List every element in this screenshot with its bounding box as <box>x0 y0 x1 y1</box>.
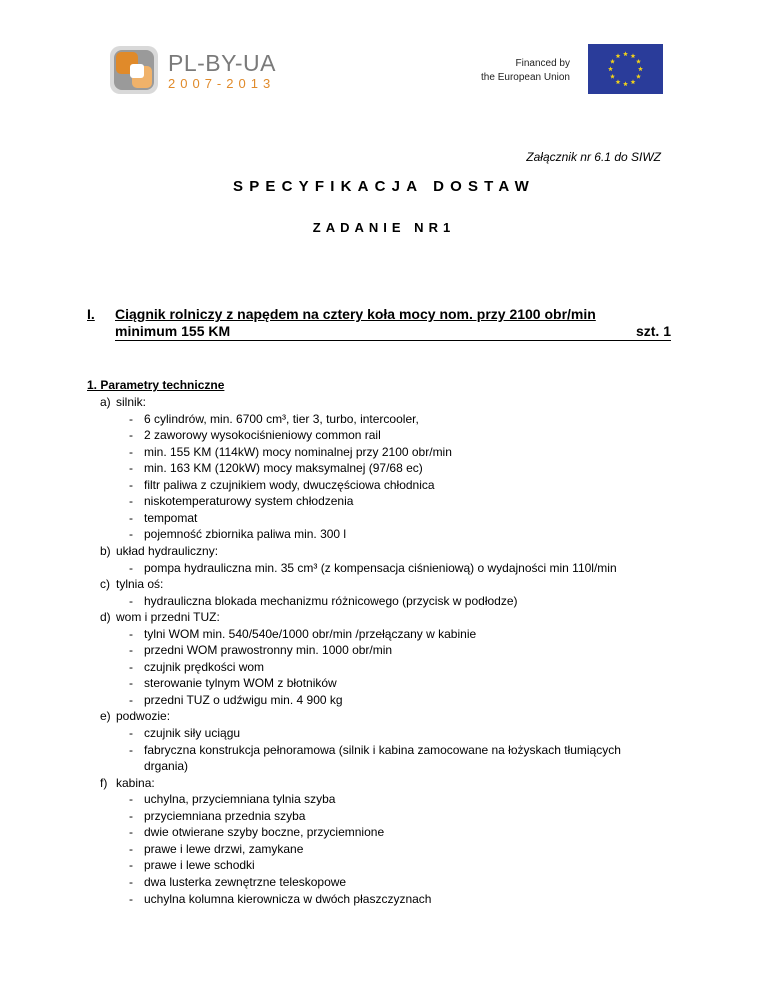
list-bullet-dash: - <box>129 808 133 823</box>
document-title: SPECYFIKACJA DOSTAW <box>233 178 535 195</box>
list-bullet-dash: - <box>129 742 133 757</box>
list-bullet-dash: - <box>129 726 133 740</box>
list-item: prawe i lewe schodki <box>144 858 255 873</box>
list-item: filtr paliwa z czujnikiem wody, dwuczęściowa chłodnica <box>144 477 435 492</box>
document-subtitle: ZADANIE NR1 <box>312 220 456 235</box>
section-title-line-2-row <box>115 323 671 341</box>
list-item: dwie otwierane szyby boczne, przyciemnione <box>144 825 385 840</box>
category-letter: b) <box>100 543 111 558</box>
list-item: przedni TUZ o udźwigu min. 4 900 kg <box>144 692 343 707</box>
list-item: fabryczna konstrukcja pełnoramowa (silnik i kabina zamocowane na łożyskach tłumiących <box>144 742 621 757</box>
annex-reference: Załącznik nr 6.1 do SIWZ <box>526 150 661 164</box>
eu-flag-icon <box>588 44 663 94</box>
category-letter: c) <box>100 577 110 592</box>
list-item: pompa hydrauliczna min. 35 cm³ (z kompensacja ciśnieniową) o wydajności min 110l/min <box>144 560 617 575</box>
list-bullet-dash: - <box>129 527 133 542</box>
section-title-line-2: minimum 155 KM <box>115 323 231 339</box>
logo-name: PL-BY-UA <box>168 50 276 76</box>
program-logo-icon <box>108 44 160 96</box>
list-item: 6 cylindrów, min. 6700 cm³, tier 3, turbo, intercooler, <box>144 411 419 426</box>
list-item: min. 163 KM (120kW) mocy maksymalnej (97/68 ec) <box>144 461 423 476</box>
list-bullet-dash: - <box>129 477 133 492</box>
category-label: tylnia oś: <box>116 577 164 592</box>
list-item: przyciemniana przednia szyba <box>144 808 306 823</box>
financed-line-1: Financed by <box>515 58 570 69</box>
category-label: wom i przedni TUZ: <box>116 610 220 625</box>
list-bullet-dash: - <box>129 659 133 674</box>
section-number: I. <box>87 306 95 322</box>
financed-by-text <box>481 57 570 85</box>
category-letter: e) <box>100 709 111 724</box>
list-bullet-dash: - <box>129 874 133 889</box>
list-item: uchylna kolumna kierownicza w dwóch płaszczyznach <box>144 891 432 906</box>
list-bullet-dash: - <box>129 825 133 840</box>
list-item: drgania) <box>144 759 189 774</box>
list-bullet-dash: - <box>129 676 133 691</box>
list-item: pojemność zbiornika paliwa min. 300 l <box>144 527 347 542</box>
category-label: podwozie: <box>116 709 171 724</box>
list-item: 2 zaworowy wysokociśnieniowy common rail <box>144 428 381 443</box>
list-bullet-dash: - <box>129 626 133 641</box>
list-bullet-dash: - <box>129 692 133 707</box>
list-item: dwa lusterka zewnętrzne teleskopowe <box>144 874 347 889</box>
list-bullet-dash: - <box>129 858 133 873</box>
list-bullet-dash: - <box>129 643 133 658</box>
list-item: przedni WOM prawostronny min. 1000 obr/min <box>144 643 393 658</box>
list-item: czujnik prędkości wom <box>144 659 265 674</box>
section-quantity: szt. 1 <box>635 323 671 339</box>
section-title-line-1: Ciągnik rolniczy z napędem na cztery koła mocy nom. przy 2100 obr/min <box>115 306 596 322</box>
list-bullet-dash: - <box>129 510 133 525</box>
list-item: prawe i lewe drzwi, zamykane <box>144 841 304 856</box>
category-label: silnik: <box>116 395 147 409</box>
list-item: czujnik siły uciągu <box>144 726 241 740</box>
list-item: hydrauliczna blokada mechanizmu różnicowego (przycisk w podłodze) <box>144 593 518 608</box>
category-letter: d) <box>100 610 111 625</box>
list-bullet-dash: - <box>129 792 133 807</box>
list-item: tylni WOM min. 540/540e/1000 obr/min /przełączany w kabinie <box>144 626 477 641</box>
list-bullet-dash: - <box>129 494 133 509</box>
list-bullet-dash: - <box>129 841 133 856</box>
category-letter: a) <box>100 395 111 409</box>
list-bullet-dash: - <box>129 461 133 476</box>
list-bullet-dash: - <box>129 428 133 443</box>
list-bullet-dash: - <box>129 444 133 459</box>
list-item: niskotemperaturowy system chłodzenia <box>144 494 354 509</box>
list-bullet-dash: - <box>129 560 133 575</box>
list-item: tempomat <box>144 510 198 525</box>
list-item: sterowanie tylnym WOM z błotników <box>144 676 337 691</box>
category-label: układ hydrauliczny: <box>116 543 219 558</box>
list-item: min. 155 KM (114kW) mocy nominalnej przy 2100 obr/min <box>144 444 452 459</box>
list-bullet-dash: - <box>129 593 133 608</box>
list-bullet-dash: - <box>129 891 133 906</box>
category-letter: f) <box>100 775 108 790</box>
list-bullet-dash: - <box>129 411 133 426</box>
logo-years: 2007-2013 <box>168 76 276 91</box>
list-item: uchylna, przyciemniana tylnia szyba <box>144 792 336 807</box>
parameters-heading: 1. Parametry techniczne <box>87 378 225 392</box>
financed-line-2: the European Union <box>481 72 570 83</box>
category-label: kabina: <box>116 775 155 790</box>
